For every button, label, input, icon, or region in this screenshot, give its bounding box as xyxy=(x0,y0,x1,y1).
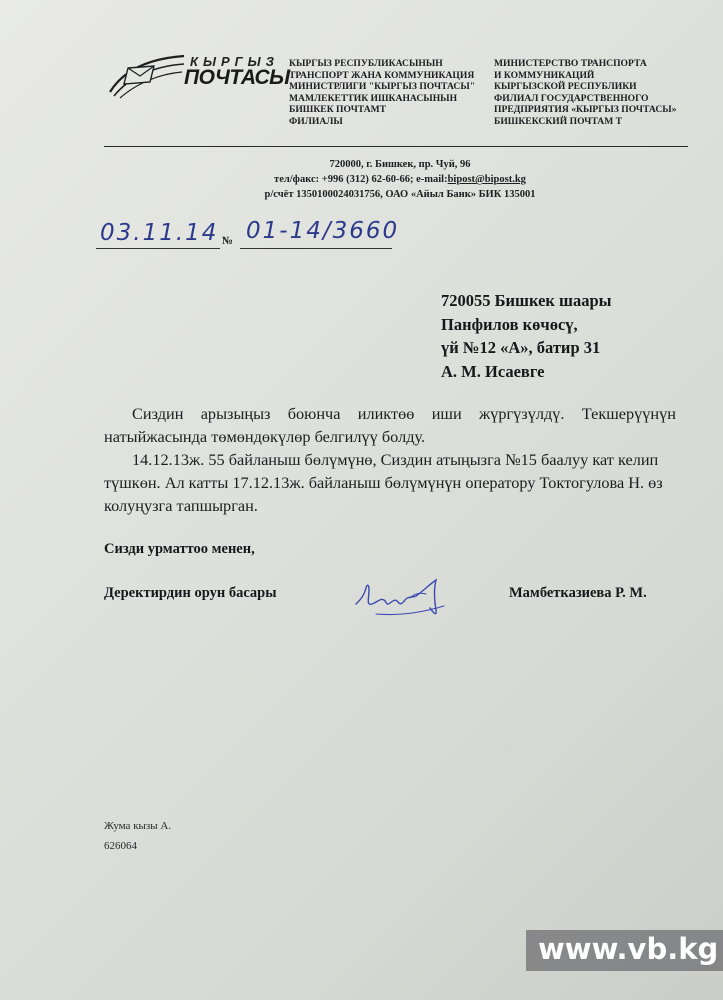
signatory-title: Деректирдин орун басары xyxy=(104,585,277,601)
org-ru-line: И КОММУНИКАЦИЙ xyxy=(494,69,595,81)
executor-block xyxy=(104,816,171,856)
org-ky-line: ФИЛИАЛЫ xyxy=(289,115,343,127)
letterhead-divider xyxy=(104,146,688,147)
ref-number-underline xyxy=(240,248,392,249)
org-ky-line: КЫРГЫЗ РЕСПУБЛИКАСЫНЫН xyxy=(289,58,443,69)
body-paragraph-2: 14.12.13ж. 55 байланыш бөлүмүнө, Сиздин атыңызга №15 баалуу кат келип түшкөн. Ал катты 17.12.13ж. байланыш бөлүмүнүн оператору Токтогулова Н. өз колуңузга тапшырган. xyxy=(104,450,663,515)
org-ky-line: ТРАНСПОРТ ЖАНА КОММУНИКАЦИЯ xyxy=(289,69,475,81)
addressee-line: 720055 Бишкек шаары xyxy=(441,291,612,310)
ref-number-label: № xyxy=(222,235,234,247)
watermark-text: www.vb.kg xyxy=(538,932,719,966)
addressee-line: Панфилов көчөсү, xyxy=(441,314,578,334)
logo-text-top: КЫРГЫЗ xyxy=(190,54,279,69)
ref-number: 01-14/3660 xyxy=(246,218,400,244)
logo-text-bottom: ПОЧТАСЫ xyxy=(184,66,290,89)
org-name-kyrgyz xyxy=(289,58,489,128)
org-ru-line: ПРЕДПРИЯТИЯ «КЫРГЫЗ ПОЧТАСЫ» xyxy=(494,104,677,116)
addressee-line: үй №12 «А», батир 31 xyxy=(441,338,601,357)
org-ru-line: ФИЛИАЛ ГОСУДАРСТВЕННОГО xyxy=(494,92,649,104)
org-name-russian xyxy=(494,58,694,128)
ref-date: 03.11.14 xyxy=(100,220,219,246)
addressee-block xyxy=(441,289,612,383)
closing-phrase: Сизди урматтоо менен, xyxy=(104,541,255,557)
executor-name: Жума кызы А. xyxy=(104,820,172,832)
letter-body xyxy=(104,402,676,517)
postal-address: 720000, г. Бишкек, пр. Чуй, 96 xyxy=(329,159,471,170)
envelope-wings-icon xyxy=(106,52,186,102)
org-ky-line: БИШКЕК ПОЧТАМТ xyxy=(289,104,387,116)
phone-fax: тел/факс: +996 (312) 62-60-66; e-mail: xyxy=(274,174,448,185)
body-paragraph-1: Сиздин арызыңыз боюнча иликтөө иши жүргүзүлдү. Текшерүүнүн натыйжасында төмөндөкүлөр белгилүү болду. xyxy=(104,404,676,446)
email-link[interactable]: bipost@bipost.kg xyxy=(447,174,526,185)
org-ky-line: МАМЛЕКЕТТИК ИШКАНАСЫНЫН xyxy=(289,92,458,104)
phone-email-line xyxy=(180,172,620,187)
kyrgyz-pochtasy-logo xyxy=(106,52,290,102)
org-ru-line: КЫРГЫЗСКОЙ РЕСПУБЛИКИ xyxy=(494,81,637,93)
letterhead-contacts xyxy=(180,157,620,202)
signatory-name: Мамбетказиева Р. М. xyxy=(509,585,647,601)
addressee-name: А. М. Исаевге xyxy=(441,361,545,381)
site-watermark xyxy=(526,930,723,971)
org-ru-line: МИНИСТЕРСТВО ТРАНСПОРТА xyxy=(494,58,647,69)
handwritten-signature xyxy=(350,570,450,630)
org-ky-line: МИНИСТРЛИГИ "КЫРГЫЗ ПОЧТАСЫ" xyxy=(289,81,476,93)
bank-details: р/счёт 1350100024031756, ОАО «Айыл Банк» БИК 135001 xyxy=(264,189,536,200)
ref-date-underline xyxy=(96,248,220,249)
executor-phone: 626064 xyxy=(104,840,137,852)
org-ru-line: БИШКЕКСКИЙ ПОЧТАМ Т xyxy=(494,115,623,127)
